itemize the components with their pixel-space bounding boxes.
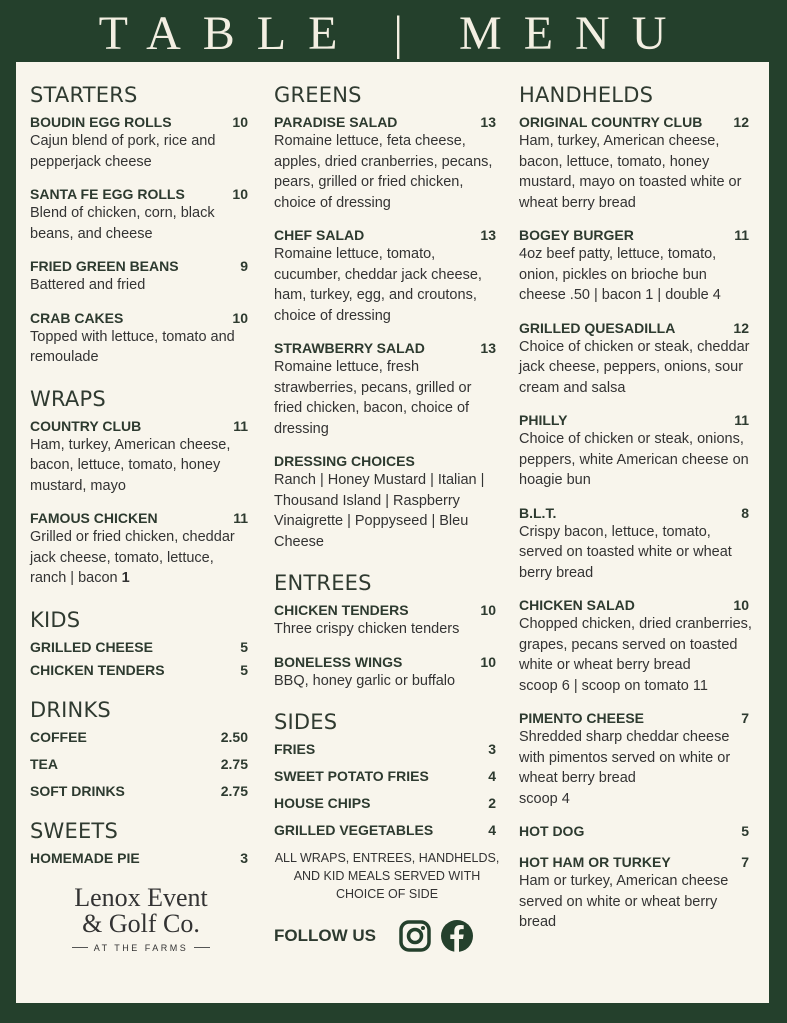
item-description: BBQ, honey garlic or buffalo bbox=[274, 672, 456, 689]
item-description: Chopped chicken, dried cranberries, grapes, pecans served on toasted white or wheat berry bread bbox=[519, 616, 752, 673]
item-price: 2.75 bbox=[220, 755, 248, 772]
sides-note: ALL WRAPS, ENTREES, HANDHELDS, AND KID MEALS SERVED WITH CHOICE OF SIDE bbox=[274, 851, 500, 901]
item-price: 4 bbox=[488, 768, 496, 784]
item-price: 11 bbox=[233, 417, 248, 434]
item-price: 8 bbox=[741, 504, 749, 521]
menu-item bbox=[274, 602, 500, 640]
item-name: TEA bbox=[30, 755, 58, 772]
item-price: 10 bbox=[480, 653, 496, 670]
menu-item bbox=[30, 662, 252, 679]
dressing-choices bbox=[274, 453, 500, 552]
company-logo bbox=[30, 882, 252, 953]
item-price: 11 bbox=[233, 510, 248, 526]
item-description: Choice of chicken or steak, onions, peppers, white American cheese on hoagie bun bbox=[519, 431, 749, 488]
menu-item bbox=[30, 186, 252, 244]
section-title: SWEETS bbox=[30, 818, 118, 843]
dressing-list: Ranch | Honey Mustard | Italian | Thousand Island | Raspberry Vinaigrette | Poppyseed | Bleu Cheese bbox=[274, 472, 485, 550]
menu-item bbox=[30, 783, 252, 800]
menu-item bbox=[30, 510, 252, 589]
item-name: FRIES bbox=[274, 741, 316, 757]
item-name: STRAWBERRY SALAD bbox=[274, 340, 425, 356]
follow-us bbox=[274, 919, 500, 953]
section-sides bbox=[274, 709, 500, 903]
menu-item bbox=[519, 823, 753, 840]
item-price: 10 bbox=[733, 597, 749, 613]
menu-item bbox=[519, 412, 753, 491]
menu-panel bbox=[16, 62, 769, 1003]
item-description: Three crispy chicken tenders bbox=[274, 621, 460, 637]
item-description: Ham, turkey, American cheese, bacon, lettuce, tomato, honey mustard, mayo on toasted white or wheat berry bread bbox=[519, 133, 742, 211]
item-price: 2.50 bbox=[220, 728, 248, 745]
section-kids bbox=[30, 607, 252, 679]
item-name: PARADISE SALAD bbox=[274, 114, 398, 130]
item-name: SWEET POTATO FRIES bbox=[274, 768, 429, 784]
item-description bbox=[30, 527, 252, 589]
instagram-icon[interactable] bbox=[398, 919, 432, 953]
menu-title: TABLE | MENU bbox=[98, 7, 689, 60]
item-description: Blend of chicken, corn, black beans, and cheese bbox=[30, 205, 215, 242]
section-title: ENTREES bbox=[274, 571, 372, 595]
item-price: 10 bbox=[232, 309, 248, 326]
section-title: DRINKS bbox=[30, 697, 111, 722]
menu-item bbox=[519, 597, 753, 696]
menu-item bbox=[274, 340, 500, 439]
menu-item bbox=[274, 768, 500, 785]
menu-item bbox=[30, 258, 252, 296]
item-name: GRILLED QUESADILLA bbox=[519, 319, 676, 336]
item-name: PIMENTO CHEESE bbox=[519, 710, 644, 726]
menu-item bbox=[519, 320, 753, 399]
item-description: Ham, turkey, American cheese, bacon, lettuce, tomato, honey mustard, mayo bbox=[30, 436, 231, 494]
addon-price: 1 bbox=[121, 570, 130, 586]
item-price: 3 bbox=[240, 849, 248, 866]
menu-item bbox=[274, 795, 500, 812]
item-price: 2 bbox=[488, 795, 496, 811]
item-price: 11 bbox=[734, 412, 749, 428]
column-middle bbox=[274, 82, 500, 953]
item-price: 5 bbox=[741, 823, 749, 839]
section-entrees bbox=[274, 570, 500, 691]
logo-line-2: & Golf Co. bbox=[82, 908, 200, 938]
section-title: STARTERS bbox=[30, 83, 138, 107]
column-right bbox=[519, 82, 753, 947]
menu-item bbox=[519, 854, 753, 933]
item-name: CRAB CAKES bbox=[30, 309, 124, 326]
item-description: Crispy bacon, lettuce, tomato, served on toasted white or wheat berry bread bbox=[519, 523, 732, 581]
item-price: 9 bbox=[240, 258, 248, 274]
section-sweets bbox=[30, 818, 252, 867]
menu-item bbox=[519, 710, 753, 809]
menu-item bbox=[274, 654, 500, 692]
item-description: Romaine lettuce, feta cheese, apples, dried cranberries, pecans, pears, grilled or fried chicken, choice of dressing bbox=[274, 133, 493, 211]
section-handhelds bbox=[519, 82, 753, 933]
section-title: GREENS bbox=[274, 83, 362, 107]
item-name: SOFT DRINKS bbox=[30, 782, 125, 799]
item-price: 13 bbox=[480, 340, 496, 356]
item-description: Ham or turkey, American cheese served on white or wheat berry bread bbox=[519, 873, 729, 930]
item-price: 5 bbox=[240, 661, 248, 678]
menu-item bbox=[30, 114, 252, 172]
column-left bbox=[30, 82, 252, 953]
item-name: CHEF SALAD bbox=[274, 227, 365, 243]
section-starters bbox=[30, 82, 252, 368]
menu-item bbox=[274, 741, 500, 758]
item-description: Cajun blend of pork, rice and pepperjack cheese bbox=[30, 133, 216, 170]
item-price: 12 bbox=[733, 319, 749, 336]
section-title: HANDHELDS bbox=[519, 83, 654, 107]
item-name: B.L.T. bbox=[519, 504, 557, 521]
item-price: 7 bbox=[741, 710, 749, 726]
item-name: CHICKEN SALAD bbox=[519, 597, 635, 613]
menu-item bbox=[30, 418, 252, 497]
menu-item bbox=[30, 639, 252, 656]
item-name: CHICKEN TENDERS bbox=[30, 661, 165, 678]
section-title: WRAPS bbox=[30, 386, 106, 411]
item-name: HOT HAM OR TURKEY bbox=[519, 854, 671, 870]
item-description: Battered and fried bbox=[30, 277, 146, 293]
item-name: BOUDIN EGG ROLLS bbox=[30, 114, 172, 130]
section-greens bbox=[274, 82, 500, 552]
item-description: Romaine lettuce, fresh strawberries, pecans, grilled or fried chicken, bacon, choice of dressing bbox=[274, 359, 472, 437]
item-price: 5 bbox=[240, 638, 248, 655]
item-description: 4oz beef patty, lettuce, tomato, onion, pickles on brioche bun bbox=[519, 246, 717, 283]
menu-item bbox=[274, 822, 500, 839]
item-name: COUNTRY CLUB bbox=[30, 417, 142, 434]
item-name: FRIED GREEN BEANS bbox=[30, 258, 179, 274]
facebook-icon[interactable] bbox=[440, 919, 474, 953]
item-price: 11 bbox=[734, 227, 749, 243]
item-description: Romaine lettuce, tomato, cucumber, cheddar jack cheese, ham, turkey, egg, and croutons, choice of dressing bbox=[274, 246, 482, 324]
item-price: 7 bbox=[741, 854, 749, 870]
section-drinks bbox=[30, 697, 252, 800]
item-name: HOMEMADE PIE bbox=[30, 849, 140, 866]
item-name: GRILLED CHEESE bbox=[30, 638, 153, 655]
item-price: 10 bbox=[480, 602, 496, 618]
menu-item bbox=[519, 505, 753, 584]
item-addons: scoop 6 | scoop on tomato 11 bbox=[519, 677, 708, 694]
menu-item bbox=[519, 114, 753, 213]
item-description: Topped with lettuce, tomato and remoulade bbox=[30, 328, 235, 365]
follow-label: FOLLOW US bbox=[274, 926, 376, 945]
item-price: 3 bbox=[488, 741, 496, 757]
logo-tagline bbox=[30, 943, 252, 953]
item-name: COFFEE bbox=[30, 728, 87, 745]
item-description: Shredded sharp cheddar cheese with pimentos served on white or wheat berry bread bbox=[519, 729, 731, 786]
menu-item bbox=[519, 227, 753, 306]
item-name: ORIGINAL COUNTRY CLUB bbox=[519, 114, 703, 130]
menu-item bbox=[274, 114, 500, 213]
menu-item bbox=[30, 310, 252, 368]
item-price: 12 bbox=[733, 114, 749, 130]
menu-item bbox=[30, 756, 252, 773]
item-price: 13 bbox=[480, 227, 496, 243]
item-name: BOGEY BURGER bbox=[519, 227, 634, 243]
item-name: FAMOUS CHICKEN bbox=[30, 510, 158, 526]
item-addons: cheese .50 | bacon 1 | double 4 bbox=[519, 287, 721, 303]
item-name: HOT DOG bbox=[519, 823, 585, 839]
item-name: SANTA FE EGG ROLLS bbox=[30, 186, 185, 202]
item-price: 10 bbox=[232, 114, 248, 130]
logo-line-1: Lenox Event bbox=[74, 882, 208, 912]
item-name: PHILLY bbox=[519, 412, 568, 428]
item-price: 10 bbox=[232, 186, 248, 202]
menu-item bbox=[274, 227, 500, 326]
dressing-title: DRESSING CHOICES bbox=[274, 453, 415, 469]
item-name: CHICKEN TENDERS bbox=[274, 602, 409, 618]
item-name: GRILLED VEGETABLES bbox=[274, 822, 434, 838]
item-price: 4 bbox=[488, 822, 496, 838]
section-title: KIDS bbox=[30, 607, 81, 632]
menu-item bbox=[30, 729, 252, 746]
section-title: SIDES bbox=[274, 710, 338, 734]
item-price: 2.75 bbox=[220, 782, 248, 799]
item-addons: scoop 4 bbox=[519, 790, 570, 807]
menu-item bbox=[30, 850, 252, 867]
item-name: BONELESS WINGS bbox=[274, 653, 403, 670]
logo-tagline-text: AT THE FARMS bbox=[93, 942, 189, 953]
item-description: Choice of chicken or steak, cheddar jack cheese, peppers, onions, sour cream and salsa bbox=[519, 338, 750, 396]
item-name: HOUSE CHIPS bbox=[274, 795, 371, 811]
item-description-text: Grilled or fried chicken, cheddar jack cheese, tomato, lettuce, ranch | bacon bbox=[30, 529, 235, 586]
section-wraps bbox=[30, 386, 252, 589]
item-price: 13 bbox=[480, 114, 496, 130]
